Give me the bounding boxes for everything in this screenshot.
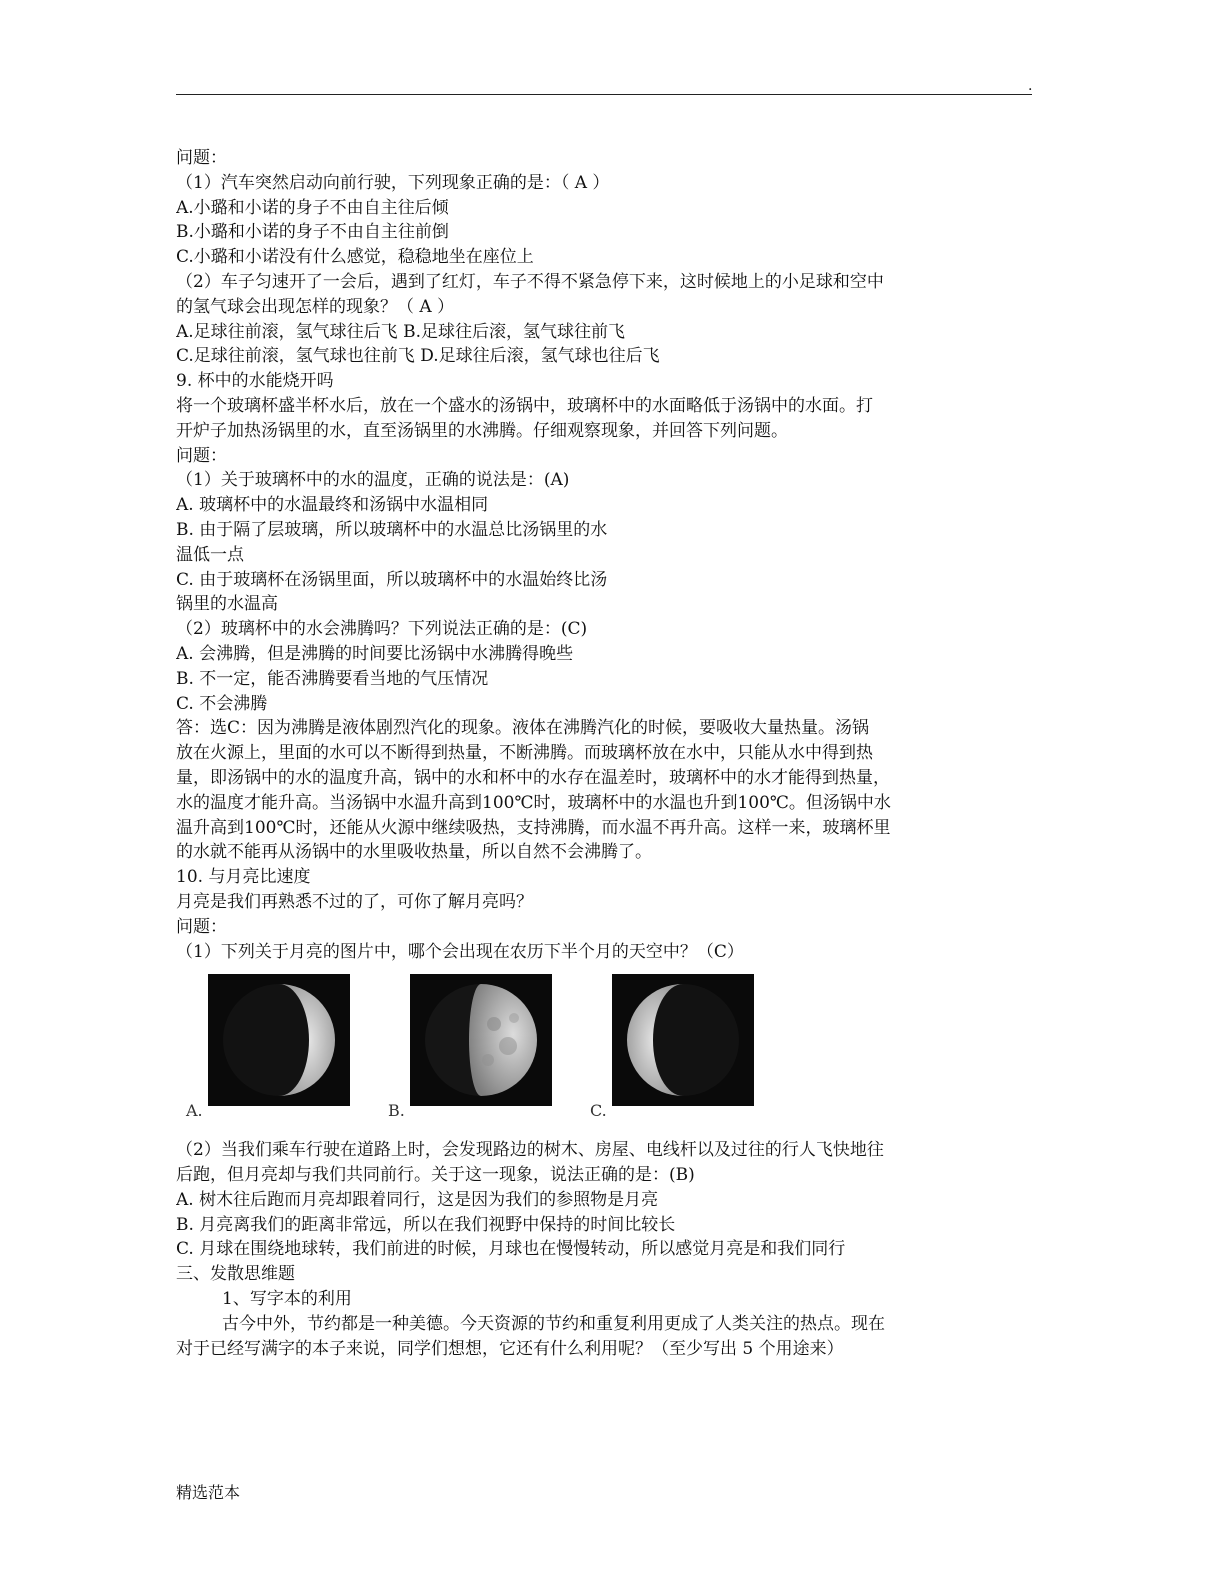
subsection-title: 1、写字本的利用 [222, 1289, 352, 1310]
header-rule [176, 94, 1032, 95]
text-line: C. 不会沸腾 [176, 693, 268, 714]
paragraph-line: 对于已经写满字的本子来说，同学们想想，它还有什么利用呢？（至少写出 5 个用途来） [176, 1338, 844, 1359]
text-line: A. 玻璃杯中的水温最终和汤锅中水温相同 [176, 495, 489, 516]
moon-label-a: A. [186, 1101, 203, 1121]
text-line: （1）汽车突然启动向前行驶，下列现象正确的是：（ A ） [176, 172, 610, 193]
text-line: A.小璐和小诺的身子不由自主往后倾 [176, 197, 449, 218]
text-line: 后跑，但月亮却与我们共同前行。关于这一现象，说法正确的是：(B) [176, 1165, 695, 1186]
text-line: 问题： [176, 916, 227, 937]
document-body [176, 146, 1036, 1361]
text-line: 的氢气球会出现怎样的现象？（ A ） [176, 296, 455, 317]
text-block-1 [176, 146, 1036, 964]
text-line: 温升高到100℃时，还能从火源中继续吸热，支持沸腾，而水温不再升高。这样一来，玻璃杯里 [176, 817, 891, 838]
text-line: 答：选C：因为沸腾是液体剧烈汽化的现象。液体在沸腾汽化的时候，要吸收大量热量。汤锅 [176, 718, 870, 739]
text-line: A. 树木往后跑而月亮却跟着同行，这是因为我们的参照物是月亮 [176, 1189, 659, 1210]
text-line: 三、发散思维题 [176, 1264, 295, 1285]
text-line: B. 由于隔了层玻璃，所以玻璃杯中的水温总比汤锅里的水 [176, 519, 608, 540]
text-block-2 [176, 1138, 1036, 1287]
text-line: 9. 杯中的水能烧开吗 [176, 371, 334, 392]
text-line: （1）下列关于月亮的图片中，哪个会出现在农历下半个月的天空中？（C） [176, 941, 744, 962]
moon-figure-c [584, 974, 754, 1124]
text-line: 锅里的水温高 [176, 594, 278, 615]
text-line: C. 月球在围绕地球转，我们前进的时候，月球也在慢慢转动，所以感觉月亮是和我们同行 [176, 1239, 846, 1260]
text-line: B. 月亮离我们的距离非常远，所以在我们视野中保持的时间比较长 [176, 1214, 676, 1235]
waxing-crescent-moon-icon [208, 974, 350, 1106]
waning-crescent-moon-icon [612, 974, 754, 1106]
text-line: 量，即汤锅中的水的温度升高，锅中的水和杯中的水存在温差时，玻璃杯中的水才能得到热量， [176, 767, 890, 788]
text-line: 问题： [176, 445, 227, 466]
text-line: （2）玻璃杯中的水会沸腾吗？下列说法正确的是：(C) [176, 619, 588, 640]
text-line: 放在火源上，里面的水可以不断得到热量，不断沸腾。而玻璃杯放在水中，只能从水中得到热 [176, 743, 873, 764]
moon-label-c: C. [590, 1101, 607, 1121]
text-line: 温低一点 [176, 544, 244, 565]
moon-figure-a [180, 974, 350, 1124]
gibbous-moon-icon [410, 974, 552, 1106]
header-mark: . [1028, 78, 1033, 94]
text-line: （2）车子匀速开了一会后，遇到了红灯，车子不得不紧急停下来，这时候地上的小足球和空中 [176, 271, 884, 292]
paragraph-indented: 古今中外，节约都是一种美德。今天资源的节约和重复利用更成了人类关注的热点。现在 [222, 1313, 885, 1334]
text-line: 开炉子加热汤锅里的水，直至汤锅里的水沸腾。仔细观察现象，并回答下列问题。 [176, 420, 788, 441]
moon-label-b: B. [388, 1101, 405, 1121]
text-line: 10. 与月亮比速度 [176, 867, 311, 888]
footer-text: 精选范本 [176, 1483, 241, 1502]
text-line: 水的温度才能升高。当汤锅中水温升高到100℃时，玻璃杯中的水温也升到100℃。但汤锅中水 [176, 792, 891, 813]
text-line: A. 会沸腾，但是沸腾的时间要比汤锅中水沸腾得晚些 [176, 643, 574, 664]
text-line: C. 由于玻璃杯在汤锅里面，所以玻璃杯中的水温始终比汤 [176, 569, 608, 590]
text-line: 将一个玻璃杯盛半杯水后，放在一个盛水的汤锅中，玻璃杯中的水面略低于汤锅中的水面。打 [176, 395, 873, 416]
text-line: 月亮是我们再熟悉不过的了，可你了解月亮吗？ [176, 891, 533, 912]
moon-figures [176, 970, 1036, 1130]
text-line: （2）当我们乘车行驶在道路上时，会发现路边的树木、房屋、电线杆以及过往的行人飞快地往 [176, 1140, 884, 1161]
text-line: B.小璐和小诺的身子不由自主往前倒 [176, 222, 449, 243]
text-line: C.足球往前滚，氢气球也往前飞 D.足球往后滚，氢气球也往后飞 [176, 346, 660, 367]
text-line: B. 不一定，能否沸腾要看当地的气压情况 [176, 668, 489, 689]
text-line: A.足球往前滚，氢气球往后飞 B.足球往后滚，氢气球往前飞 [176, 321, 625, 342]
text-line: C.小璐和小诺没有什么感觉，稳稳地坐在座位上 [176, 247, 534, 268]
text-line: 问题： [176, 148, 227, 168]
moon-figure-b [382, 974, 552, 1124]
text-line: 的水就不能再从汤锅中的水里吸收热量，所以自然不会沸腾了。 [176, 842, 652, 863]
text-line: （1）关于玻璃杯中的水的温度，正确的说法是：(A) [176, 470, 570, 491]
